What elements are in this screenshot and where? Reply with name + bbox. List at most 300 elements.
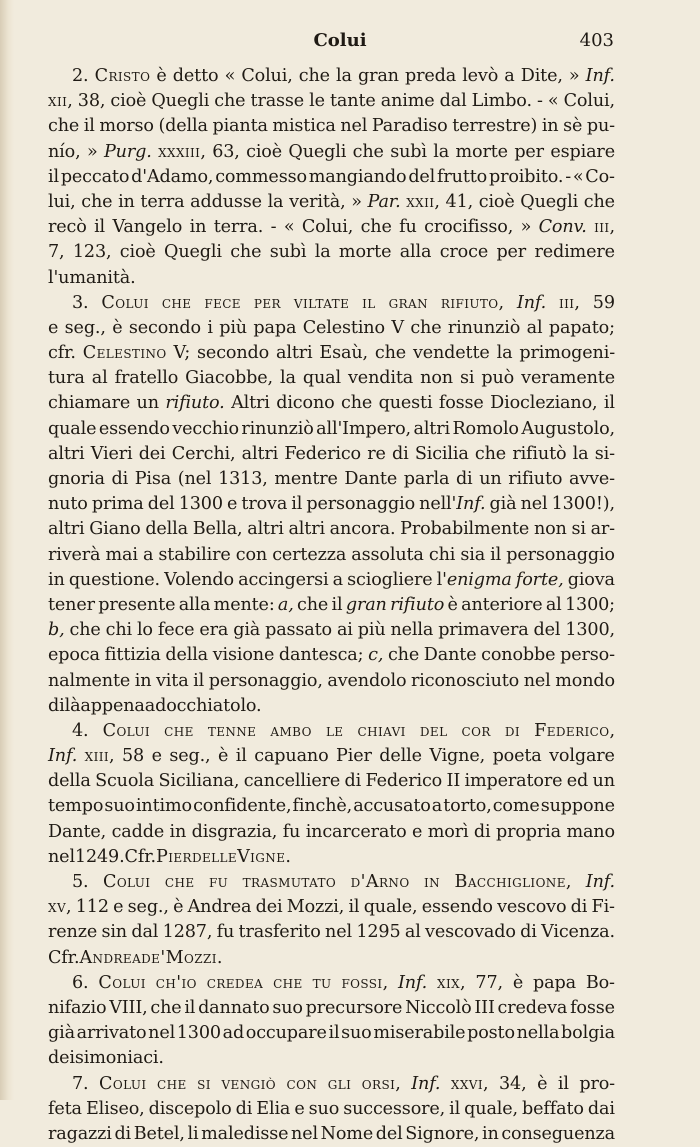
word [306,996,403,1021]
word [309,1097,340,1122]
word [353,794,431,819]
text-run: fu [217,922,235,942]
text-run: nío, [48,142,81,162]
word [208,719,257,744]
text-line [48,920,615,945]
word [91,442,133,467]
word [288,140,346,165]
text-run: altri [247,519,283,539]
word [75,845,125,870]
text-run: Romolo [452,419,518,439]
text-run: Esaù, [319,343,368,363]
word [368,643,383,668]
word [455,870,572,895]
text-run: che [475,444,506,464]
word [207,316,212,341]
word [419,492,485,517]
small-caps-text: Vigne [237,847,285,867]
text-run: che [150,998,181,1018]
small-caps-text: Colui [99,1074,146,1094]
word [199,618,228,643]
text-run: altri [48,444,84,464]
word [158,140,206,165]
text-run: veramente [521,368,615,388]
text-run: primavera [438,620,528,640]
word [460,543,485,568]
text-line [48,190,615,215]
word [241,417,313,442]
text-run: avve- [569,469,615,489]
text-line [48,744,615,769]
text-run: « [573,167,584,187]
word [72,1072,89,1097]
word [92,492,144,517]
word [522,1097,584,1122]
word [99,417,170,442]
word [77,1021,147,1046]
text-run: nell' [419,494,456,514]
word [65,694,81,719]
word [254,744,328,769]
text-run: 1300, [565,620,615,640]
text-run: altri [48,519,84,539]
word [516,568,564,593]
small-caps-text: in [424,872,440,892]
word [490,543,501,568]
text-run: che [70,620,101,640]
page-number: 403 [580,30,614,51]
text-line [48,467,615,492]
text-run: altri [276,343,312,363]
word [521,215,532,240]
word [328,1021,339,1046]
word [569,64,580,89]
text-run: cioè [479,192,515,212]
word [560,643,615,668]
italic-text: Inf. [517,293,546,313]
word [567,769,588,794]
small-caps-text: Pier [156,847,192,867]
text-run: 123, [73,242,112,262]
text-run: essendo [422,897,493,917]
word [586,870,615,895]
text-line [48,442,615,467]
text-run: detto [173,66,219,86]
text-run: del [408,167,435,187]
text-run: trova [241,494,287,514]
text-run: cancelliere [244,771,340,791]
word [564,89,615,114]
word [521,492,548,517]
text-line [48,417,615,442]
small-caps-text: viltate [294,293,349,313]
word [192,820,278,845]
text-run: in [170,822,187,842]
text-run: seg., [169,746,210,766]
word [534,719,615,744]
word [306,492,415,517]
text-run: un [593,771,615,791]
text-run: la [268,192,284,212]
word [278,593,294,618]
text-run: ar- [591,519,615,539]
word [279,643,364,668]
text-line [48,366,615,391]
word [345,769,362,794]
text-run: dantesca; [279,645,364,665]
word [95,769,154,794]
text-run: già [48,1023,75,1043]
word [129,316,201,341]
text-run: visione [213,645,275,665]
text-run: qual [303,368,341,388]
word [256,895,283,920]
word [156,971,197,996]
word [302,215,353,240]
text-run: maledisse [201,1124,288,1144]
word [131,920,158,945]
text-run: sin [101,922,127,942]
text-run: 58 [122,746,144,766]
word [327,669,406,694]
text-run: dai [588,1099,615,1119]
text-run: - [565,167,571,187]
text-run: Fi- [592,897,615,917]
word [272,996,303,1021]
text-run: feta [48,1099,82,1119]
text-run: è [513,973,523,993]
word [367,442,386,467]
word [344,467,397,492]
word [219,316,247,341]
text-run: suo [272,998,303,1018]
text-line [48,492,615,517]
text-run: un [479,469,501,489]
text-run: alla [400,242,432,262]
text-run: VIII, [109,998,147,1018]
word [379,744,422,769]
word [319,341,368,366]
small-caps-text: Celestino [83,343,167,363]
word [85,744,115,769]
word [190,190,262,215]
word [448,593,458,618]
word [139,442,166,467]
word [134,1122,185,1147]
small-caps-text: Colui [103,872,150,892]
text-run: perso- [560,645,615,665]
small-caps-text: iii [594,217,609,237]
word [92,366,108,391]
text-run: Nome [321,1124,373,1144]
word [159,769,240,794]
entry-paragraph [48,291,615,719]
word [587,114,615,139]
text-run: morte [455,142,507,162]
small-caps-text: trasmutato [243,872,337,892]
small-caps-text: Andrea [79,948,141,968]
word [460,366,474,391]
word [339,240,391,265]
word [227,492,237,517]
word [390,140,427,165]
word [48,391,130,416]
text-run: , [200,142,205,162]
text-run: d'Adamo, [131,167,213,187]
text-run: il [490,545,501,565]
small-caps-text: che [164,721,194,741]
text-run: già [490,494,517,514]
text-run: renze [48,922,97,942]
text-run: a [333,570,343,590]
text-run: tener [48,595,95,615]
text-run: il [604,393,615,413]
word [358,618,386,643]
word [242,442,278,467]
word [177,1021,221,1046]
text-run: Vieri [91,444,133,464]
word [287,1072,318,1097]
word [437,165,487,190]
word [81,190,112,215]
word [48,89,73,114]
word [197,1072,211,1097]
small-caps-text: ambo [270,721,311,741]
text-run: Dante [344,469,397,489]
text-run: di [345,771,362,791]
italic-text: Inf. [411,1074,440,1094]
word [566,820,615,845]
text-run: Celestino [303,318,385,338]
word [343,1097,445,1122]
word [571,517,585,542]
small-caps-text: si [197,1074,211,1094]
text-run: questi [379,393,433,413]
text-run: capuano [254,746,328,766]
word [294,1097,304,1122]
word [398,971,427,996]
text-run: terrestre) [452,116,537,136]
text-run: la [573,444,589,464]
text-run: nel [521,494,548,514]
word [214,215,264,240]
word [390,593,444,618]
small-caps-text: Colui [98,973,145,993]
text-line [48,266,615,291]
word [517,291,546,316]
word [103,870,150,895]
word [84,114,95,139]
text-run: subì [270,242,307,262]
text-run: mondo [555,671,615,691]
text-run: che [230,242,261,262]
word [534,517,567,542]
text-line [48,391,615,416]
text-run: , [499,293,504,313]
word [188,1122,199,1147]
text-run: Vigne, [429,746,485,766]
text-run: 1300; [565,595,615,615]
text-run: è [537,1074,547,1094]
word [513,971,523,996]
word [246,1021,327,1046]
word [340,114,367,139]
word [550,140,615,165]
word [241,492,287,517]
text-run: suppone [541,796,615,816]
italic-text: Purg. [104,142,152,162]
text-run: (nel [178,469,212,489]
small-caps-text: Colui [101,293,148,313]
word [99,1072,146,1097]
text-run: là [65,696,81,716]
word [346,593,387,618]
word [246,140,282,165]
word [69,568,160,593]
word [236,543,267,568]
text-run: fosse [439,393,484,413]
word [514,140,544,165]
text-run: credeva [498,998,568,1018]
word [462,719,491,744]
text-run: anteriore [461,595,542,615]
text-run: vendette [413,343,490,363]
text-run: di [474,822,491,842]
text-run: fu [283,822,301,842]
text-run: occupare [246,1023,327,1043]
text-run: Cerchi, [172,444,236,464]
text-run: quale, [464,1099,518,1119]
text-run: il [558,1074,569,1094]
word [184,996,195,1021]
word [358,64,399,89]
word [446,190,474,215]
text-run: mangiando [309,167,407,187]
word [213,643,275,668]
word [356,920,400,945]
text-run: Federico [284,444,361,464]
text-run: 5. [72,872,89,892]
text-run: , [566,872,571,892]
text-run: » [87,142,98,162]
word [236,744,247,769]
text-run: si [571,519,585,539]
word [209,669,323,694]
small-caps-text: Federico [534,721,609,741]
text-run: 1249. [75,847,125,867]
word [48,996,106,1021]
text-run: in [48,570,65,590]
text-run: che [299,66,330,86]
word [113,895,123,920]
word [48,165,59,190]
word [568,568,615,593]
text-line [48,694,615,719]
small-caps-text: con [287,1074,318,1094]
word [559,291,580,316]
italic-text: rifiuto. [165,393,224,413]
text-run: crocifisso, [424,217,513,237]
word [233,618,260,643]
word [251,89,305,114]
word [299,64,330,89]
word [48,266,136,291]
word [122,744,144,769]
page-title: Colui [60,30,620,51]
word [125,845,156,870]
text-line [48,568,615,593]
text-run: Co- [585,167,615,187]
word [368,190,401,215]
text-line [48,1046,615,1071]
word [48,240,65,265]
word [585,165,615,190]
small-caps-text: che [162,293,192,313]
word [410,316,441,341]
word [303,366,341,391]
word [207,971,263,996]
italic-text: Inf. [48,746,77,766]
text-run: alla [179,595,211,615]
word [474,996,494,1021]
word [588,1097,615,1122]
word [372,114,448,139]
word [541,920,615,945]
word [534,618,561,643]
text-run: per [514,142,544,162]
word [412,820,422,845]
text-run: sciogliere [347,570,432,590]
text-run: in [135,671,152,691]
word [351,870,410,895]
word [223,1021,244,1046]
text-run: di [520,922,537,942]
small-caps-text: rifiuto [441,293,499,313]
word [437,971,465,996]
word [379,391,433,416]
word [112,215,182,240]
text-run: mano [566,822,615,842]
text-run: a [504,66,514,86]
word [555,669,615,694]
word [114,1122,131,1147]
word [288,517,324,542]
word [440,89,467,114]
text-run: 63, [212,142,240,162]
text-run: suo [309,1099,340,1119]
text-run: che [297,595,328,615]
text-run: » [351,192,362,212]
word [48,1046,75,1071]
text-run: pu- [587,116,615,136]
text-run: parla [404,469,450,489]
word [48,794,103,819]
text-run: di [48,696,65,716]
text-run: Siciliana, [159,771,240,791]
word [519,341,615,366]
word [270,719,311,744]
text-run: Sicilia [415,444,469,464]
word [351,190,362,215]
word [569,467,615,492]
word [48,517,84,542]
word [405,920,421,945]
word [201,1122,288,1147]
word [592,895,615,920]
text-run: Cfr. [48,948,79,968]
word [433,140,449,165]
word [280,366,296,391]
